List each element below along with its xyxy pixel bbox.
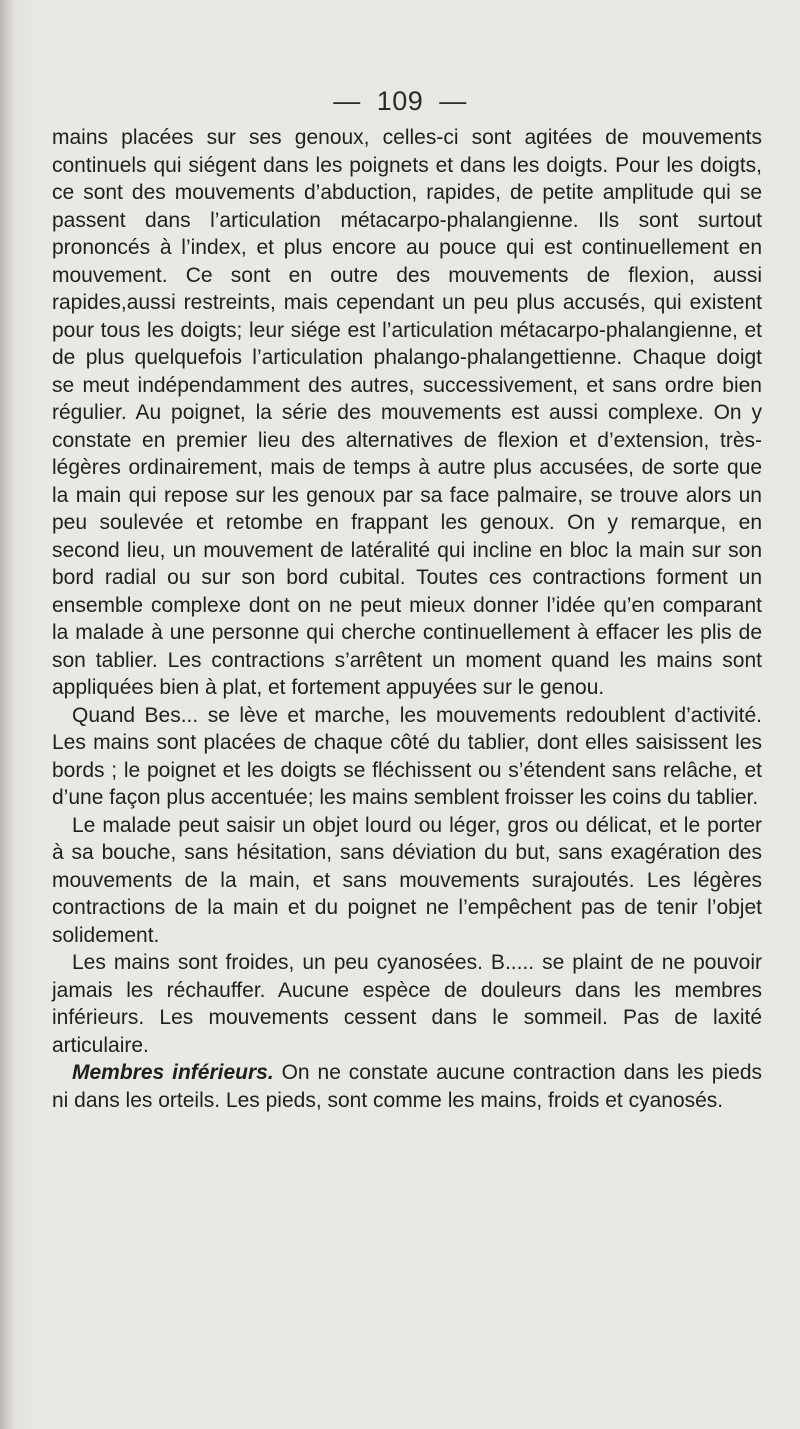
page-number: 109 — [376, 86, 424, 116]
paragraph-2: Quand Bes... se lève et marche, les mouvements redoublent d’activité. Les mains sont placées de chaque côté du tablier, dont elles saisissent les bords ; le poignet et les doigts se fléchissent ou s’étendent sans relâche, et d’une façon plus accentuée; les mains semblent froisser les coins du tablier. — [52, 703, 762, 809]
paragraph-5-text: On ne constate aucune contraction dans les pieds ni dans les orteils. Les pieds, sont comme les mains, froids et cyanosés. — [52, 1061, 763, 1112]
paragraph-4: Les mains sont froides, un peu cyanosées. B..... se plaint de ne pouvoir jamais les réchauffer. Aucune espèce de douleurs dans les membres inférieurs. Les mouvements cessent dans le sommeil. Pas de laxité articulaire. — [52, 951, 762, 1057]
paragraph-1: mains placées sur ses genoux, celles-ci sont agitées de mouvements continuels qui siégent dans les poignets et dans les doigts. Pour les doigts, ce sont des mouvements d’abduction, rapides, de petite amplitude qui se passent dans l’articulation métacarpo-phalangienne. Ils sont surtout prononcés à l’index, et plus encore au pouce qui est continuellement en mouvement. Ce sont en outre des mouvements de flexion, aussi rapides,aussi restreints, mais cependant un peu plus accusés, qui existent pour tous les doigts; leur siége est l’articulation métacarpo-phalangienne, et de plus quelquefois l’articulation phalango-phalangettienne. Chaque doigt se meut indépendamment des autres, successivement, et sans ordre bien régulier. Au poignet, la série des mouvements est aussi complexe. On y constate en premier lieu des alternatives de flexion et d’extension, très-légères ordinairement, mais de temps à autre plus accusées, de sorte que la main qui repose sur les genoux par sa face palmaire, se trouve alors un peu soulevée et retombe en frappant les genoux. On y remarque, en second lieu, un mouvement de latéralité qui incline en bloc la main sur son bord radial ou sur son bord cubital. Toutes ces contractions forment un ensemble complexe dont on ne peut mieux donner l’idée qu’en comparant la malade à une personne qui cherche continuellement à effacer les plis de son tablier. Les contractions s’arrêtent un moment quand les mains sont appliquées bien à plat, et fortement appuyées sur le genou. — [52, 126, 762, 699]
page-header — [0, 86, 800, 117]
header-dash-left: — — [333, 86, 361, 116]
paragraph-5 — [52, 1059, 762, 1114]
section-heading-membres-inferieurs: Membres inférieurs. — [72, 1061, 274, 1084]
body-text — [52, 124, 762, 1114]
header-dash-right: — — [439, 86, 467, 116]
binding-gutter — [0, 0, 14, 1429]
paragraph-3: Le malade peut saisir un objet lourd ou léger, gros ou délicat, et le porter à sa bouche, sans hésitation, sans déviation du but, sans exagération des mouvements de la main, et sans mouvements surajoutés. Les légères contractions de la main et du poignet ne l’empêchent pas de tenir l’objet solidement. — [52, 813, 762, 947]
